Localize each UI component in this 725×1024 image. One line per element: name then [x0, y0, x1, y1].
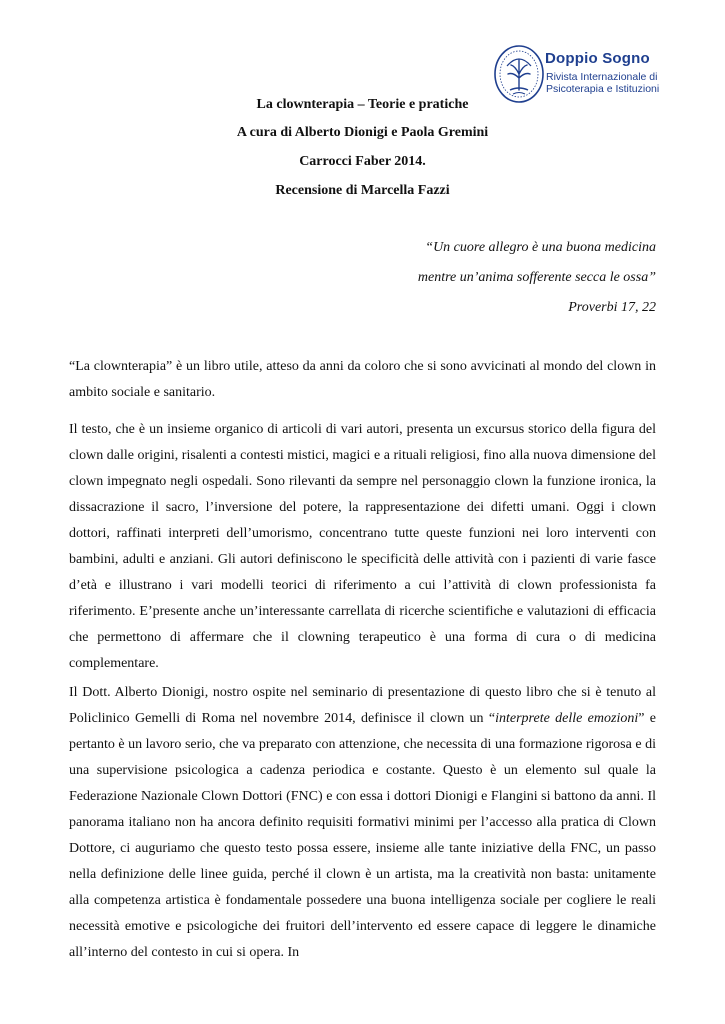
paragraph-3-part-b: ” e pertanto è un lavoro serio, che va preparato con attenzione, che necessita di una formazione rigorosa e di una supervisione psicologica a cadenza periodica e costante. Questo è un elemento sul quale la Federazione Nazionale Clown Dottori (FNC) e con essa i dottori Dionigi e Flangini si battono da anni. Il panorama italiano non ha ancora definito requisiti formativi minimi per l’accesso alla pratica di Clown Dottore, ci auguriamo che questo testo possa essere, insieme alle tante iniziative della FNC, un passo nella definizione delle linee guida, perché il clown è un artista, ma la creatività non basta: unitamente alla competenza artistica è fondamentale possedere una buona intelligenza sociale per cogliere le reali necessità emotive e psicologiche dei fruitori dell’intervento ed essere capace di leggere le dinamiche all’interno del contesto in cui si opera. In [69, 711, 656, 960]
paragraph-1: “La clownterapia” è un libro utile, atteso da anni da coloro che si sono avvicinati al mondo del clown in ambito sociale e sanitario. [69, 359, 656, 400]
journal-title: Doppio Sogno [545, 50, 650, 67]
paragraph-3-part-a: Il Dott. Alberto Dionigi, nostro ospite nel seminario di presentazione di questo libro che si è tenuto al Policlinico Gemelli di Roma nel novembre 2014, definisce il clown un “ [69, 685, 656, 726]
book-title: La clownterapia – Teorie e pratiche [256, 97, 469, 112]
epigraph-line2: mentre un’anima sofferente secca le ossa” [417, 270, 656, 285]
review-author: Recensione di Marcella Fazzi [275, 183, 450, 198]
paragraph-3 [69, 680, 656, 966]
tree-emblem-icon [493, 44, 545, 104]
paragraph-2: Il testo, che è un insieme organico di articoli di vari autori, presenta un excursus storico della figura del clown dalle origini, risalenti a contesti mistici, magici e a rituali religiosi, fino alla nuova dimensione del clown impegnato negli ospedali. Sono rilevanti da sempre nel personaggio clown la funzione ironica, la dissacrazione il sacro, l’inversione del potere, la rappresentazione dei difetti umani. Oggi i clown dottori, raffinati interpreti dell’umorismo, concentrano tutte queste funzioni nei loro interventi con bambini, adulti e anziani. Gli autori definiscono le specificità delle attività con i pazienti di varie fasce d’età e illustrano i vari modelli teorici di riferimento a cui l’attività di clown professionista fa riferimento. E’presente anche un’interessante carrellata di ricerche scientifiche e valutazioni di efficacia che permettono di affermare che il clowning terapeutico è una forma di cura o di medicina complementare. [69, 422, 656, 671]
epigraph-line1: “Un cuore allegro è una buona medicina [425, 240, 656, 255]
book-editors: A cura di Alberto Dionigi e Paola Gremini [236, 125, 489, 140]
journal-subtitle-line2: Psicoterapia e Istituzioni [546, 83, 660, 95]
paragraph-3-italic: interprete delle emozioni [495, 711, 639, 726]
journal-subtitle-line1: Rivista Internazionale di [546, 71, 658, 83]
epigraph-source: Proverbi 17, 22 [568, 300, 656, 315]
book-publisher: Carrocci Faber 2014. [299, 154, 426, 169]
